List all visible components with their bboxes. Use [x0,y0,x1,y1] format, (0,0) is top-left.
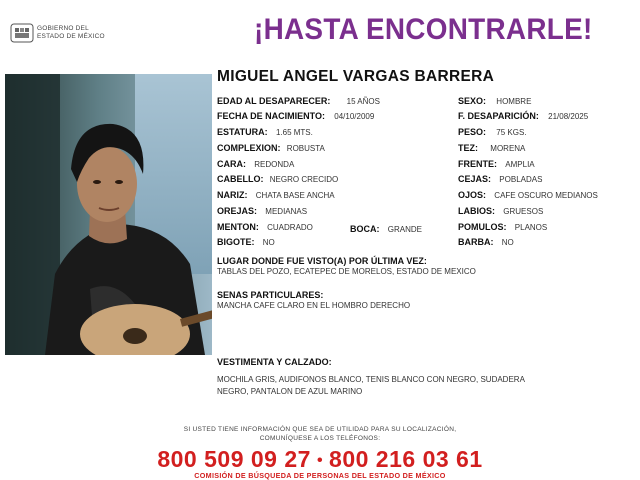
field-value: POBLADAS [499,175,543,184]
government-logo [10,22,120,44]
field-nacimiento [217,111,374,122]
field-value: GRANDE [387,225,423,234]
phone-separator: • [316,451,324,469]
field-pomulos [458,222,547,233]
field-label: SEXO: [458,96,487,106]
field-cara [217,159,294,170]
field-value: PLANOS [514,223,548,232]
phone-number-1[interactable]: 800 509 09 27 [157,446,311,472]
field-cejas [458,174,542,185]
field-value: AMPLIA [505,160,535,169]
person-photo [5,74,212,355]
field-barba [458,237,514,248]
field-label: BIGOTE: [217,237,255,247]
field-value: 04/10/2009 [334,112,375,121]
field-orejas [217,206,307,217]
field-label: COMPLEXION: [217,143,281,153]
field-desaparicion [458,111,588,122]
field-boca [350,224,422,235]
field-label: OREJAS: [217,206,258,216]
field-value: NO [262,238,275,247]
clothing-title: VESTIMENTA Y CALZADO: [217,357,332,367]
field-cabello [217,174,338,185]
field-peso [458,127,527,138]
field-label: MENTON: [217,222,259,232]
field-value: CAFE OSCURO MEDIANOS [494,191,598,200]
headline: ¡HASTA ENCONTRARLE! [254,13,593,46]
field-value: MORENA [490,144,526,153]
field-edad [217,96,380,107]
contact-info-line-1: SI USTED TIENE INFORMACIÓN QUE SEA DE UTILIDAD PARA SU LOCALIZACIÓN, [183,426,457,433]
last-seen-text: TABLAS DEL POZO, ECATEPEC DE MORELOS, ESTADO DE MEXICO [217,267,476,276]
field-label: CARA: [217,159,246,169]
clothing-text-line-2: NEGRO, PANTALON DE AZUL MARINO [217,387,363,396]
person-photo-illustration [5,74,212,355]
field-value: ROBUSTA [286,144,325,153]
field-sexo [458,96,531,107]
logo-line-1: GOBIERNO DEL [37,25,89,32]
field-value: NO [501,238,514,247]
field-value: 75 KGS. [496,128,527,137]
field-label: ESTATURA: [217,127,268,137]
field-value: CHATA BASE ANCHA [255,191,335,200]
field-label: NARIZ: [217,190,248,200]
field-value: MEDIANAS [265,207,308,216]
field-complexion [217,143,325,154]
field-value: REDONDA [254,160,295,169]
field-value: 1.65 MTS. [275,128,313,137]
field-value: CUADRADO [267,223,313,232]
person-name: MIGUEL ANGEL VARGAS BARRERA [217,68,495,85]
field-tez [458,143,525,154]
distinguishing-marks-text: MANCHA CAFE CLARO EN EL HOMBRO DERECHO [217,301,411,310]
commission-footer: COMISIÓN DE BÚSQUEDA DE PERSONAS DEL ESTADO DE MÉXICO [194,471,446,480]
field-value: 15 AÑOS [346,97,380,106]
field-label: LABIOS: [458,206,495,216]
field-label: CEJAS: [458,174,492,184]
field-menton [217,222,313,233]
field-ojos [458,190,598,201]
field-label: OJOS: [458,190,487,200]
field-label: TEZ: [458,143,478,153]
last-seen-title: LUGAR DONDE FUE VISTO(A) POR ÚLTIMA VEZ: [217,256,427,266]
field-label: FECHA DE NACIMIENTO: [217,111,325,121]
state-seal-icon [10,22,34,44]
field-label: PESO: [458,127,487,137]
field-label: FRENTE: [458,159,497,169]
clothing-text-line-1: MOCHILA GRIS, AUDIFONOS BLANCO, TENIS BLANCO CON NEGRO, SUDADERA [217,375,525,384]
field-value: NEGRO CRECIDO [269,175,339,184]
field-label: BARBA: [458,237,494,247]
field-value: 21/08/2025 [548,112,589,121]
field-label: POMULOS: [458,222,507,232]
contact-info-line-2: COMUNÍQUESE A LOS TELÉFONOS: [259,435,381,442]
phone-numbers [0,446,640,473]
field-value: HOMBRE [496,97,532,106]
field-label: EDAD AL DESAPARECER: [217,96,331,106]
field-nariz [217,190,335,201]
field-labios [458,206,543,217]
logo-line-2: ESTADO DE MÉXICO [37,33,105,40]
field-bigote [217,237,275,248]
field-label: CABELLO: [217,174,264,184]
phone-number-2[interactable]: 800 216 03 61 [329,446,483,472]
field-label: F. DESAPARICIÓN: [458,111,539,121]
field-label: BOCA: [350,224,380,234]
distinguishing-marks-title: SENAS PARTICULARES: [217,290,324,300]
field-value: GRUESOS [503,207,544,216]
field-frente [458,159,535,170]
field-estatura [217,127,313,138]
